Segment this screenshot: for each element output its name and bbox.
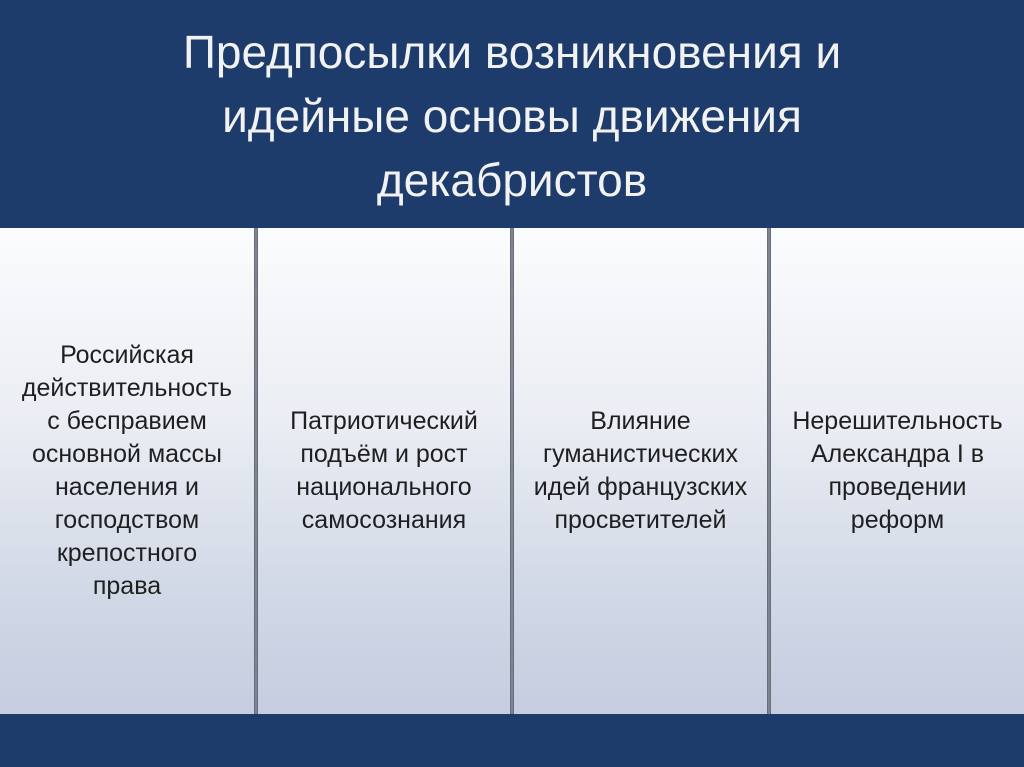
premise-panel-enlightenment-ideas	[514, 228, 767, 714]
premise-panel-patriotic-rise	[258, 228, 510, 714]
premise-panel-russian-reality	[0, 228, 254, 714]
premise-text: Нерешительность Александра I в проведении реформ	[792, 407, 1003, 534]
slide-title-line: идейные основы движения	[222, 90, 802, 142]
bottom-band	[0, 714, 1024, 767]
slide-title	[40, 20, 984, 212]
premise-text: Российская действительность с бесправием основной массы населения и господством крепостного права	[21, 341, 233, 600]
title-band	[0, 0, 1024, 228]
slide-title-line: Предпосылки возникновения и	[182, 26, 842, 78]
premise-text: Патриотический подъём и рост национального самосознания	[290, 407, 478, 534]
slide-title-line: декабристов	[376, 154, 648, 206]
premise-text: Влияние гуманистических идей французских просветителей	[533, 407, 748, 534]
premise-panel-alexander-indecision	[771, 228, 1024, 714]
